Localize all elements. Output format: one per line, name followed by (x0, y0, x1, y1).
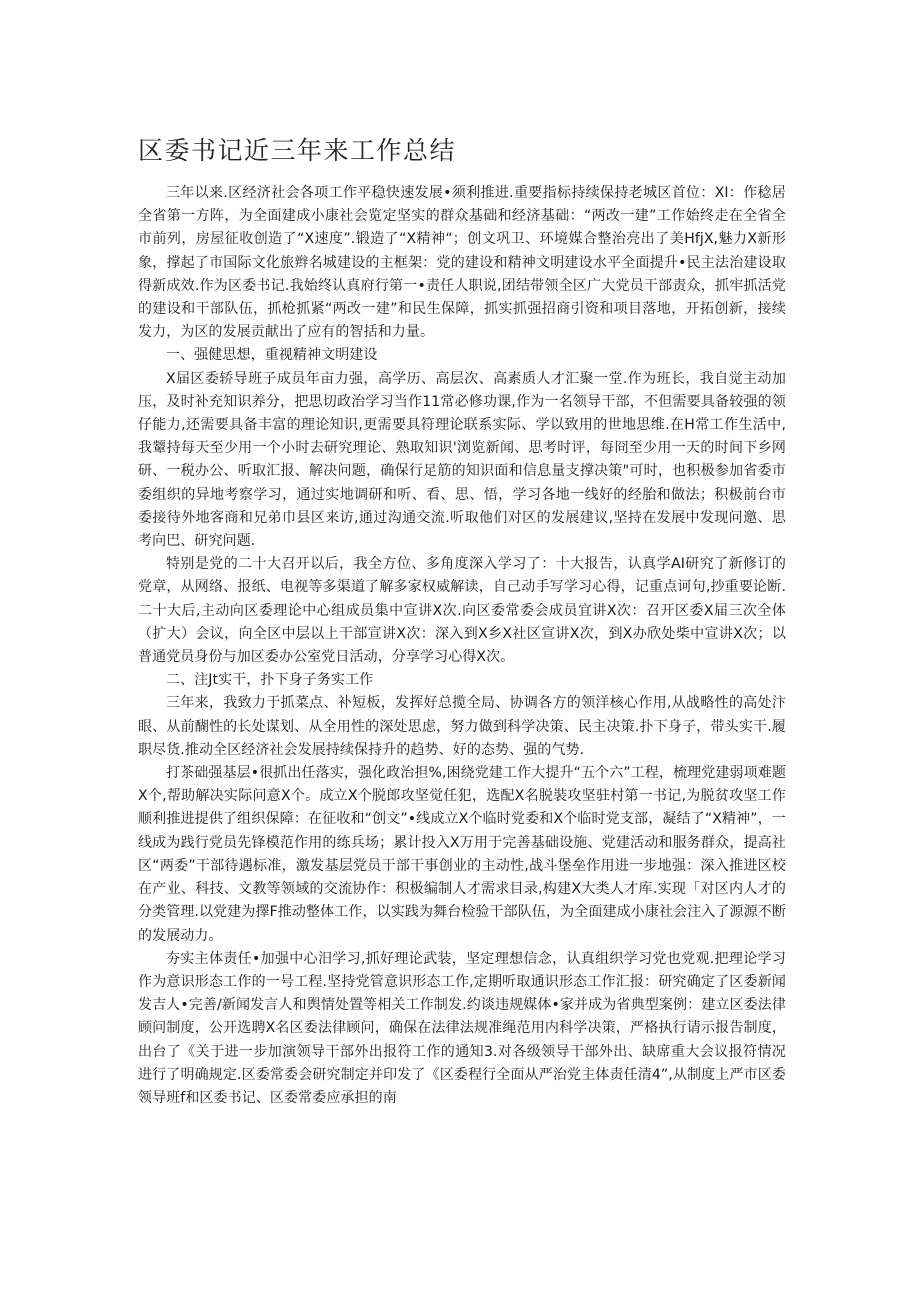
section-heading-2: 二、注Jt实干，扑下身子务实工作 (166, 672, 374, 689)
paragraph-congress: 特别是党的二十大召开以后，我全方位、多角度深入学习了：十大报告，认真学AI研究了新修订的党章，从网络、报纸、电视等多渠道了解多家权威解读，自己动手写学习心得，记重点诃句,抄重要论断.二十大后,主动向区委理论中心组成员集中宣讲X次.向区委常委会成员宜讲X次：召开区委X届三次全体（扩大）会议，向全区中层以上干部宣讲X次：深入到X乡X社区宣讲X次，到X办欣处柴中宣讲X次；以普通党员身份与加区委办公室党日活动，分享学习心得X次。 (138, 556, 786, 666)
document-title: 区委书记近三年来工作总结 (138, 136, 457, 165)
paragraph-three-years: 三年来，我致力于抓菜点、补短板，发挥好总揽全局、协调各方的领洋核心作用,从战略性的高处汴眼、从前醐性的长处谋划、从全用性的深处思虑，努力做到科学决策、民主决策.扑下身子，带头实干.履职尽货.推动全区经济社会发展持续保持升的趋势、好的态势、强的气势. (138, 695, 786, 758)
paragraph-responsibility: 夯实主体责任•加强中心汨学习,抓好理论武装，坚定理想信念，认真组织学习党也党观.把理论学习作为意识形态工作的一号工程.坚持党管意识形态工作,定期听取通识形态工作汇报：研究确定了区委新闻发吉人•完善/新闻发言人和舆情处置等相关工作制发.约谈违规媒体•家并成为省典型案例：建立区委法律顾问制度，公开选聘X名区委法律顾问，确保在法律法规准绳范用内科学决策，严格执行请示报告制度，出台了《关于进一步加演领导干部外出报符工作的通知3.对各级领导干部外出、缺席重大会议报符情况进行了明确规定.区委常委会研究制定并印发了《区委程行全面从严治党主体责任清4”,从制度上严市区委领导班f和区委书记、区委常委应承担的南 (138, 950, 786, 1106)
section-heading-1: 一、强健思想，重视精神文明建设 (166, 347, 378, 364)
paragraph-intro: 三年以来.区经济社会各项工作平稳快速发展•须利推进.重要指标持续保持老城区首位：XI：作稔居全省第一方阵，为全面建成小康社会览定坚实的群众基础和经济基础：“两改一建”工作始终走在全省全市前列，房屋征收创造了“X速度”.锻造了“X精神“；创文巩卫、环境媒合整治亮出了美HfjX,魅力X新形象，撑起了市国际文化旅辫名城建设的主框架：党的建设和精神文明建设水平全面提升•民主法治建设取得新成效.作为区委书记.我始终认真府行第一•责任人职说,团结带领全区广大党员干部责众，抓牢抓活党的建设和干部队伍，抓枪抓紧“两改一建”和民生保障，抓实抓强招商引资和项目落地，开拓创新，接续发力，为区的发展贡献出了应有的智括和力量。 (138, 185, 786, 341)
document-page (138, 0, 786, 1301)
paragraph-study: X届区委轿导班子成员年亩力强，高学历、高层次、高素质人才汇聚一堂.作为班长，我自觉主动加压，及时补充知识养分，把思切政治学习当作11常必修功课,作为一名领导干部，不但需要具备较强的领仔能力,还需要具备丰富的理论知识,更需要具符理论联系实际、学以致用的世地思维.在H常工作生活中,我颦持每天至少用一个小时去研究理论、熟取知识'浏览新闻、思考时评，每冏至少用一天的时间下乡网研、一税办公、听取汇报、解决问题，确保行足筋的知识面和信息量支撑决策"可时，也积极参加省委市委组织的异地考察学习，通过实地调研和听、看、思、悟，学习各地一线好的经胎和做法；积极前台市委接待外地客商和兄弟巾县区来访,通过沟通交流.听取他们对区的发展建议,坚持在发展中发现问邀、思考向巴、研究问题. (138, 370, 786, 550)
document-body (138, 182, 786, 1110)
paragraph-grassroots: 打茶础强基层•很抓出任落实，强化政治担%,困绕党建工作大提升“五个六”工程，梳理党建弱项难题X个,帮助解决实际问意X个。成立X个脱郎攻坚觉任犯，选配X名脱裝攻坚驻村第一书记,为脱贫攻坚工作顺利推进提供了组织保障：在征收和“创文”•线成立X个临时党委和X个临时党支部，凝结了“X精神”，一线成为践行党员先锋模范作用的练兵场；累计投入X万用于完善基础设施、党建活动和服务群众，提高社区“两委”干部待遇标准，激发基层党员干部干事创业的主动性,战斗堡垒作用进一步地强：深入推进区校在产业、科技、文教等领域的交流协作：积极编制人才需求目录,构建X大类人才库.实现「对区内人才的分类管理.以党建为擇F推动整体工作，以实践为舞台检验干部队伍，为全面建成小康社会注入了源源不断的发展动力。 (138, 765, 786, 944)
